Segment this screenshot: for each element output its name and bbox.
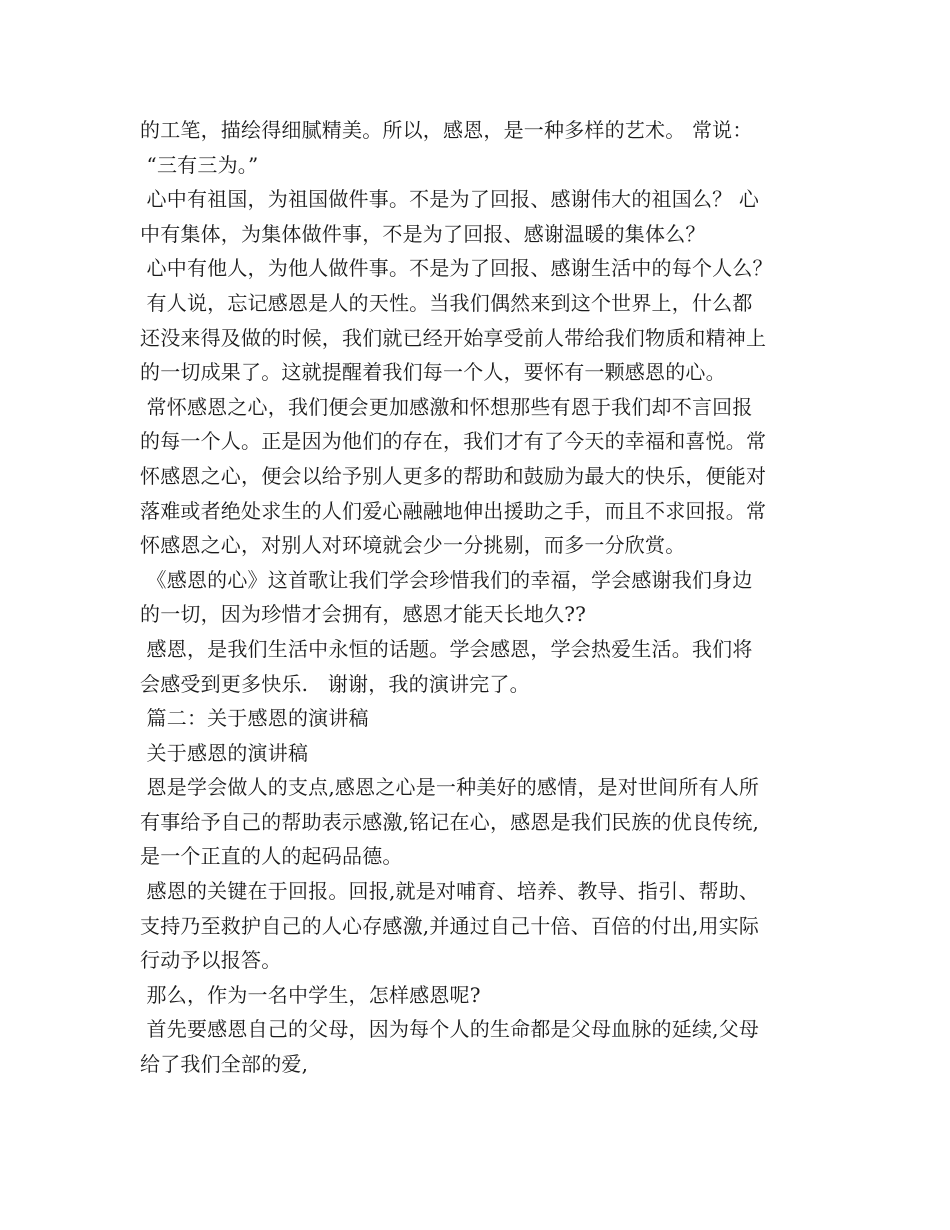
text-line: 的一切，因为珍惜才会拥有，感恩才能天长地久??	[140, 602, 587, 627]
document-body	[140, 113, 820, 1082]
text-line: 怀感恩之心，便会以给予别人更多的帮助和鼓励为最大的快乐，便能对	[140, 463, 767, 488]
section-subheading: 关于感恩的演讲稿	[140, 740, 309, 765]
text-line: 《感恩的心》这首歌让我们学会珍惜我们的幸福，学会感谢我们身边	[140, 567, 753, 592]
text-line: 有人说，忘记感恩是人的天性。当我们偶然来到这个世界上，什么都	[140, 290, 753, 315]
text-line: 中有集体，为集体做件事，不是为了回报、感谢温暖的集体么？	[140, 221, 706, 246]
text-line: 的工笔，描绘得细腻精美。所以，感恩，是一种多样的艺术。 常说：	[140, 118, 753, 142]
text-line: 落难或者绝处求生的人们爱心融融地伸出援助之手，而且不求回报。常	[140, 498, 767, 523]
section-heading: 篇二：关于感恩的演讲稿	[140, 706, 369, 731]
text-line: 感恩，是我们生活中永恒的话题。学会感恩，学会热爱生活。我们将	[140, 636, 753, 661]
text-line: 还没来得及做的时候，我们就已经开始享受前人带给我们物质和精神上	[140, 325, 767, 350]
text-line: 是一个正直的人的起码品德。	[140, 844, 403, 869]
text-line: 行动予以报答。	[140, 948, 282, 973]
text-line: 支持乃至救护自己的人心存感激,并通过自己十倍、百倍的付出,用实际	[140, 913, 760, 938]
text-line: “三有三为。”	[140, 152, 259, 177]
text-line: 首先要感恩自己的父母，因为每个人的生命都是父母血脉的延续,父母	[140, 1017, 760, 1042]
text-line: 常怀感恩之心，我们便会更加感激和怀想那些有恩于我们却不言回报	[140, 394, 753, 419]
text-line: 的每一个人。正是因为他们的存在，我们才有了今天的幸福和喜悦。常	[140, 429, 767, 454]
text-line: 怀感恩之心，对别人对环境就会少一分挑剔，而多一分欣赏。	[140, 533, 686, 558]
text-line: 的一切成果了。这就提醒着我们每一个人，要怀有一颗感恩的心。	[140, 360, 726, 385]
text-line: 心中有祖国，为祖国做件事。不是为了回报、感谢伟大的祖国么？ 心	[140, 187, 760, 212]
text-line: 感恩的关键在于回报。回报,就是对哺育、培养、教导、指引、帮助、	[140, 879, 760, 904]
text-line: 给了我们全部的爱,	[140, 1052, 309, 1077]
text-line: 恩是学会做人的支点,感恩之心是一种美好的感情，是对世间所有人所	[140, 775, 760, 800]
text-line: 心中有他人，为他人做件事。不是为了回报、感谢生活中的每个人么？	[140, 256, 773, 281]
text-line: 会感受到更多快乐. 谢谢，我的演讲完了。	[140, 671, 530, 696]
text-line: 那么，作为一名中学生，怎样感恩呢?	[140, 982, 481, 1007]
text-line: 有事给予自己的帮助表示感激,铭记在心，感恩是我们民族的优良传统,	[140, 809, 760, 834]
